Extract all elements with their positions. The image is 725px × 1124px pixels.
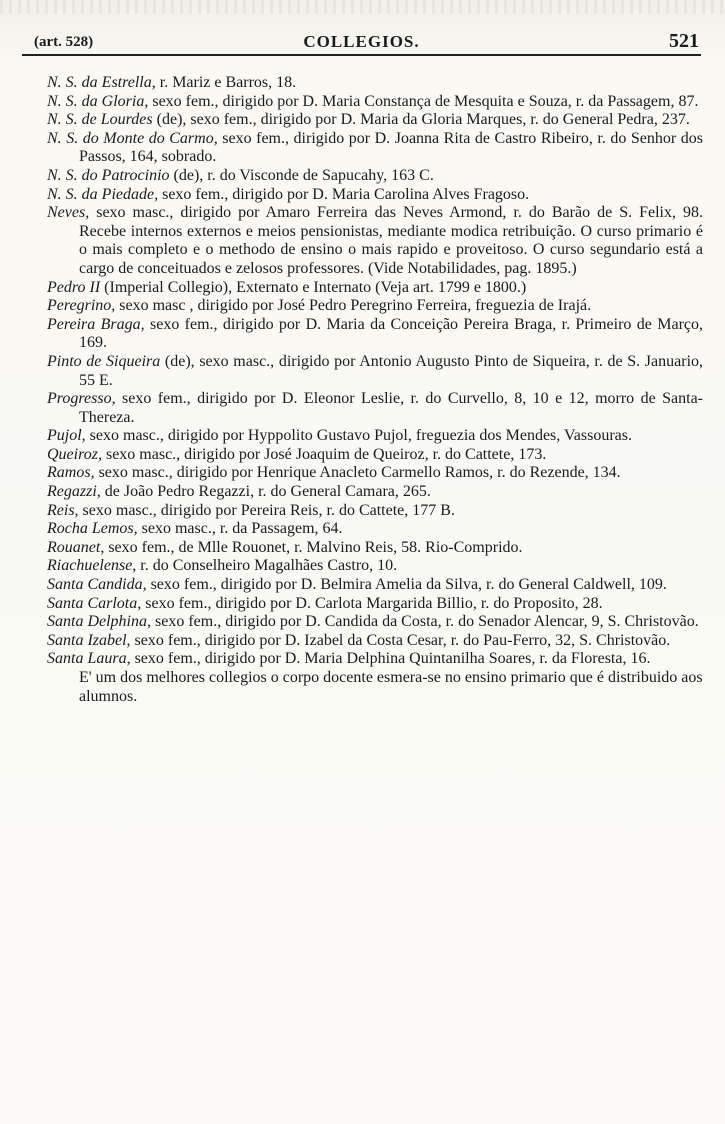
scan-noise [0,0,725,14]
list-item [47,557,703,576]
list-item [47,595,703,614]
list-item [47,464,703,483]
entry-text: sexo masc., dirigido por Pereira Reis, r. do Cattete, 177 B. [78,501,455,519]
school-name: N. S. do Monte do Carmo, [47,129,218,147]
list-item [47,520,703,539]
entry-text: sexo fem., dirigido por D. Carlota Margarida Billio, r. do Proposito, 28. [141,594,603,612]
list-item [47,390,703,427]
article-reference: (art. 528) [34,34,94,50]
closing-note: E' um dos melhores collegios o corpo docente esmera-se no ensino primario que é distribuido aos alumnos. [79,669,703,705]
school-name: Santa Delphina, [47,613,151,631]
entry-text: sexo masc., dirigido por Amaro Ferreira das Neves Armond, r. do Barão de S. Felix, 98. Recebe internos externos e meios pensionistas, mediante modica retribuição. O curso primario é o mais completo e o methodo de ensino o mais rapido e proveitoso. O curso segundario está a cargo de conceituados e zelosos professores. (Vide Notabilidades, pag. 1895.) [79,204,703,277]
school-name: N. S. de Lourdes [47,111,153,129]
entry-text: r. do Conselheiro Magalhães Castro, 10. [136,557,398,575]
entry-text: sexo fem., dirigido por D. Eleonor Leslie, r. do Curvello, 8, 10 e 12, morro de Santa-Thereza. [79,390,703,426]
school-name: Santa Candida, [47,576,147,594]
school-name: Pujol, [47,427,86,445]
entry-text: sexo fem., dirigido por D. Maria Carolina Alves Fragoso. [158,185,530,203]
list-item [47,297,703,316]
list-item [47,74,703,93]
entry-text: de João Pedro Regazzi, r. do General Camara, 265. [100,483,431,501]
entry-text: sexo masc., dirigido por José Joaquim de Queiroz, r. do Cattete, 173. [101,445,547,463]
entry-text: sexo fem., dirigido por D. Maria da Conceição Pereira Braga, r. Primeiro de Março, 169. [79,315,703,352]
school-name: Peregrino, [47,297,116,315]
entry-text: (Imperial Collegio), Externato e Internato (Veja art. 1799 e 1800.) [100,278,527,296]
school-name: Riachuelense, [47,557,137,575]
list-item [47,539,703,558]
school-name: Progresso, [47,390,116,408]
school-name: N. S. do Patrocinio [47,166,170,184]
school-name: Queiroz, [47,445,102,463]
entry-text: sexo masc , dirigido por José Pedro Peregrino Ferreira, freguezia de Irajá. [115,297,592,315]
school-name: Rocha Lemos, [47,520,138,538]
school-name: N. S. da Estrella, [47,74,156,91]
entry-text: sexo fem., dirigido por D. Maria Delphina Quintanilha Soares, r. da Floresta, 16. [130,650,651,668]
school-name: Pedro II [47,278,101,296]
school-name: Pereira Braga, [47,315,145,333]
list-item [47,279,703,298]
school-name: Rouanet, [47,538,105,556]
list-item [47,576,703,595]
list-item [47,613,703,632]
entry-text: (de), r. do Visconde de Sapucahy, 163 C. [169,166,434,184]
school-name: Santa Izabel, [47,631,131,649]
entry-text: sexo fem., dirigido por D. Maria Constança de Mesquita e Souza, r. da Passagem, 87. [148,92,699,110]
entry-list [47,74,703,706]
school-name: N. S. da Piedade, [47,185,159,203]
entry-text: sexo masc., dirigido por Henrique Anacleto Carmello Ramos, r. do Rezende, 134. [94,464,621,482]
entry-text: r. Mariz e Barros, 18. [155,74,297,91]
entry-text: sexo fem., de Mlle Rouonet, r. Malvino Reis, 58. Rio-Comprido. [104,538,523,556]
entry-text: sexo fem., dirigido por D. Belmira Amelia da Silva, r. do General Caldwell, 109. [146,576,667,594]
school-name: Santa Laura, [47,650,131,668]
entry-text: (de), sexo fem., dirigido por D. Maria da Gloria Marques, r. do General Pedra, 237. [152,111,690,129]
list-item [47,204,703,278]
school-name: Santa Carlota, [47,594,142,612]
list-item [47,93,703,112]
page-title: COLLEGIOS. [303,32,420,51]
list-item [47,167,703,186]
list-item [47,130,703,167]
school-name: Reis, [47,501,79,519]
list-item [47,446,703,465]
entry-text: sexo fem., dirigido por D. Candida da Costa, r. do Senador Alencar, 9, S. Christovão. [151,613,699,631]
list-item [47,427,703,446]
list-item [47,316,703,353]
entry-text: sexo fem., dirigido por D. Izabel da Costa Cesar, r. do Pau-Ferro, 32, S. Christovão. [130,631,671,649]
list-item [47,632,703,651]
page-number: 521 [669,30,699,52]
list-item [47,353,703,390]
list-item [47,650,703,669]
entry-text: (de), sexo masc., dirigido por Antonio Augusto Pinto de Siqueira, r. de S. Januario, 55 E. [79,352,704,389]
list-item [47,186,703,205]
list-item [47,502,703,521]
school-name: N. S. da Gloria, [47,92,149,110]
entry-text: sexo fem., dirigido por D. Joanna Rita de Castro Ribeiro, r. do Senhor dos Passos, 164, sobrado. [79,129,704,166]
page-header [22,28,701,56]
entry-text: sexo masc., dirigido por Hyppolito Gustavo Pujol, freguezia dos Mendes, Vassouras. [85,427,632,445]
list-item [47,111,703,130]
school-name: Ramos, [47,464,95,482]
school-name: Regazzi, [47,483,101,501]
entry-text: sexo masc., r. da Passagem, 64. [137,520,343,538]
list-item [47,483,703,502]
school-name: Neves, [47,204,90,222]
school-name: Pinto de Siqueira [47,352,161,370]
